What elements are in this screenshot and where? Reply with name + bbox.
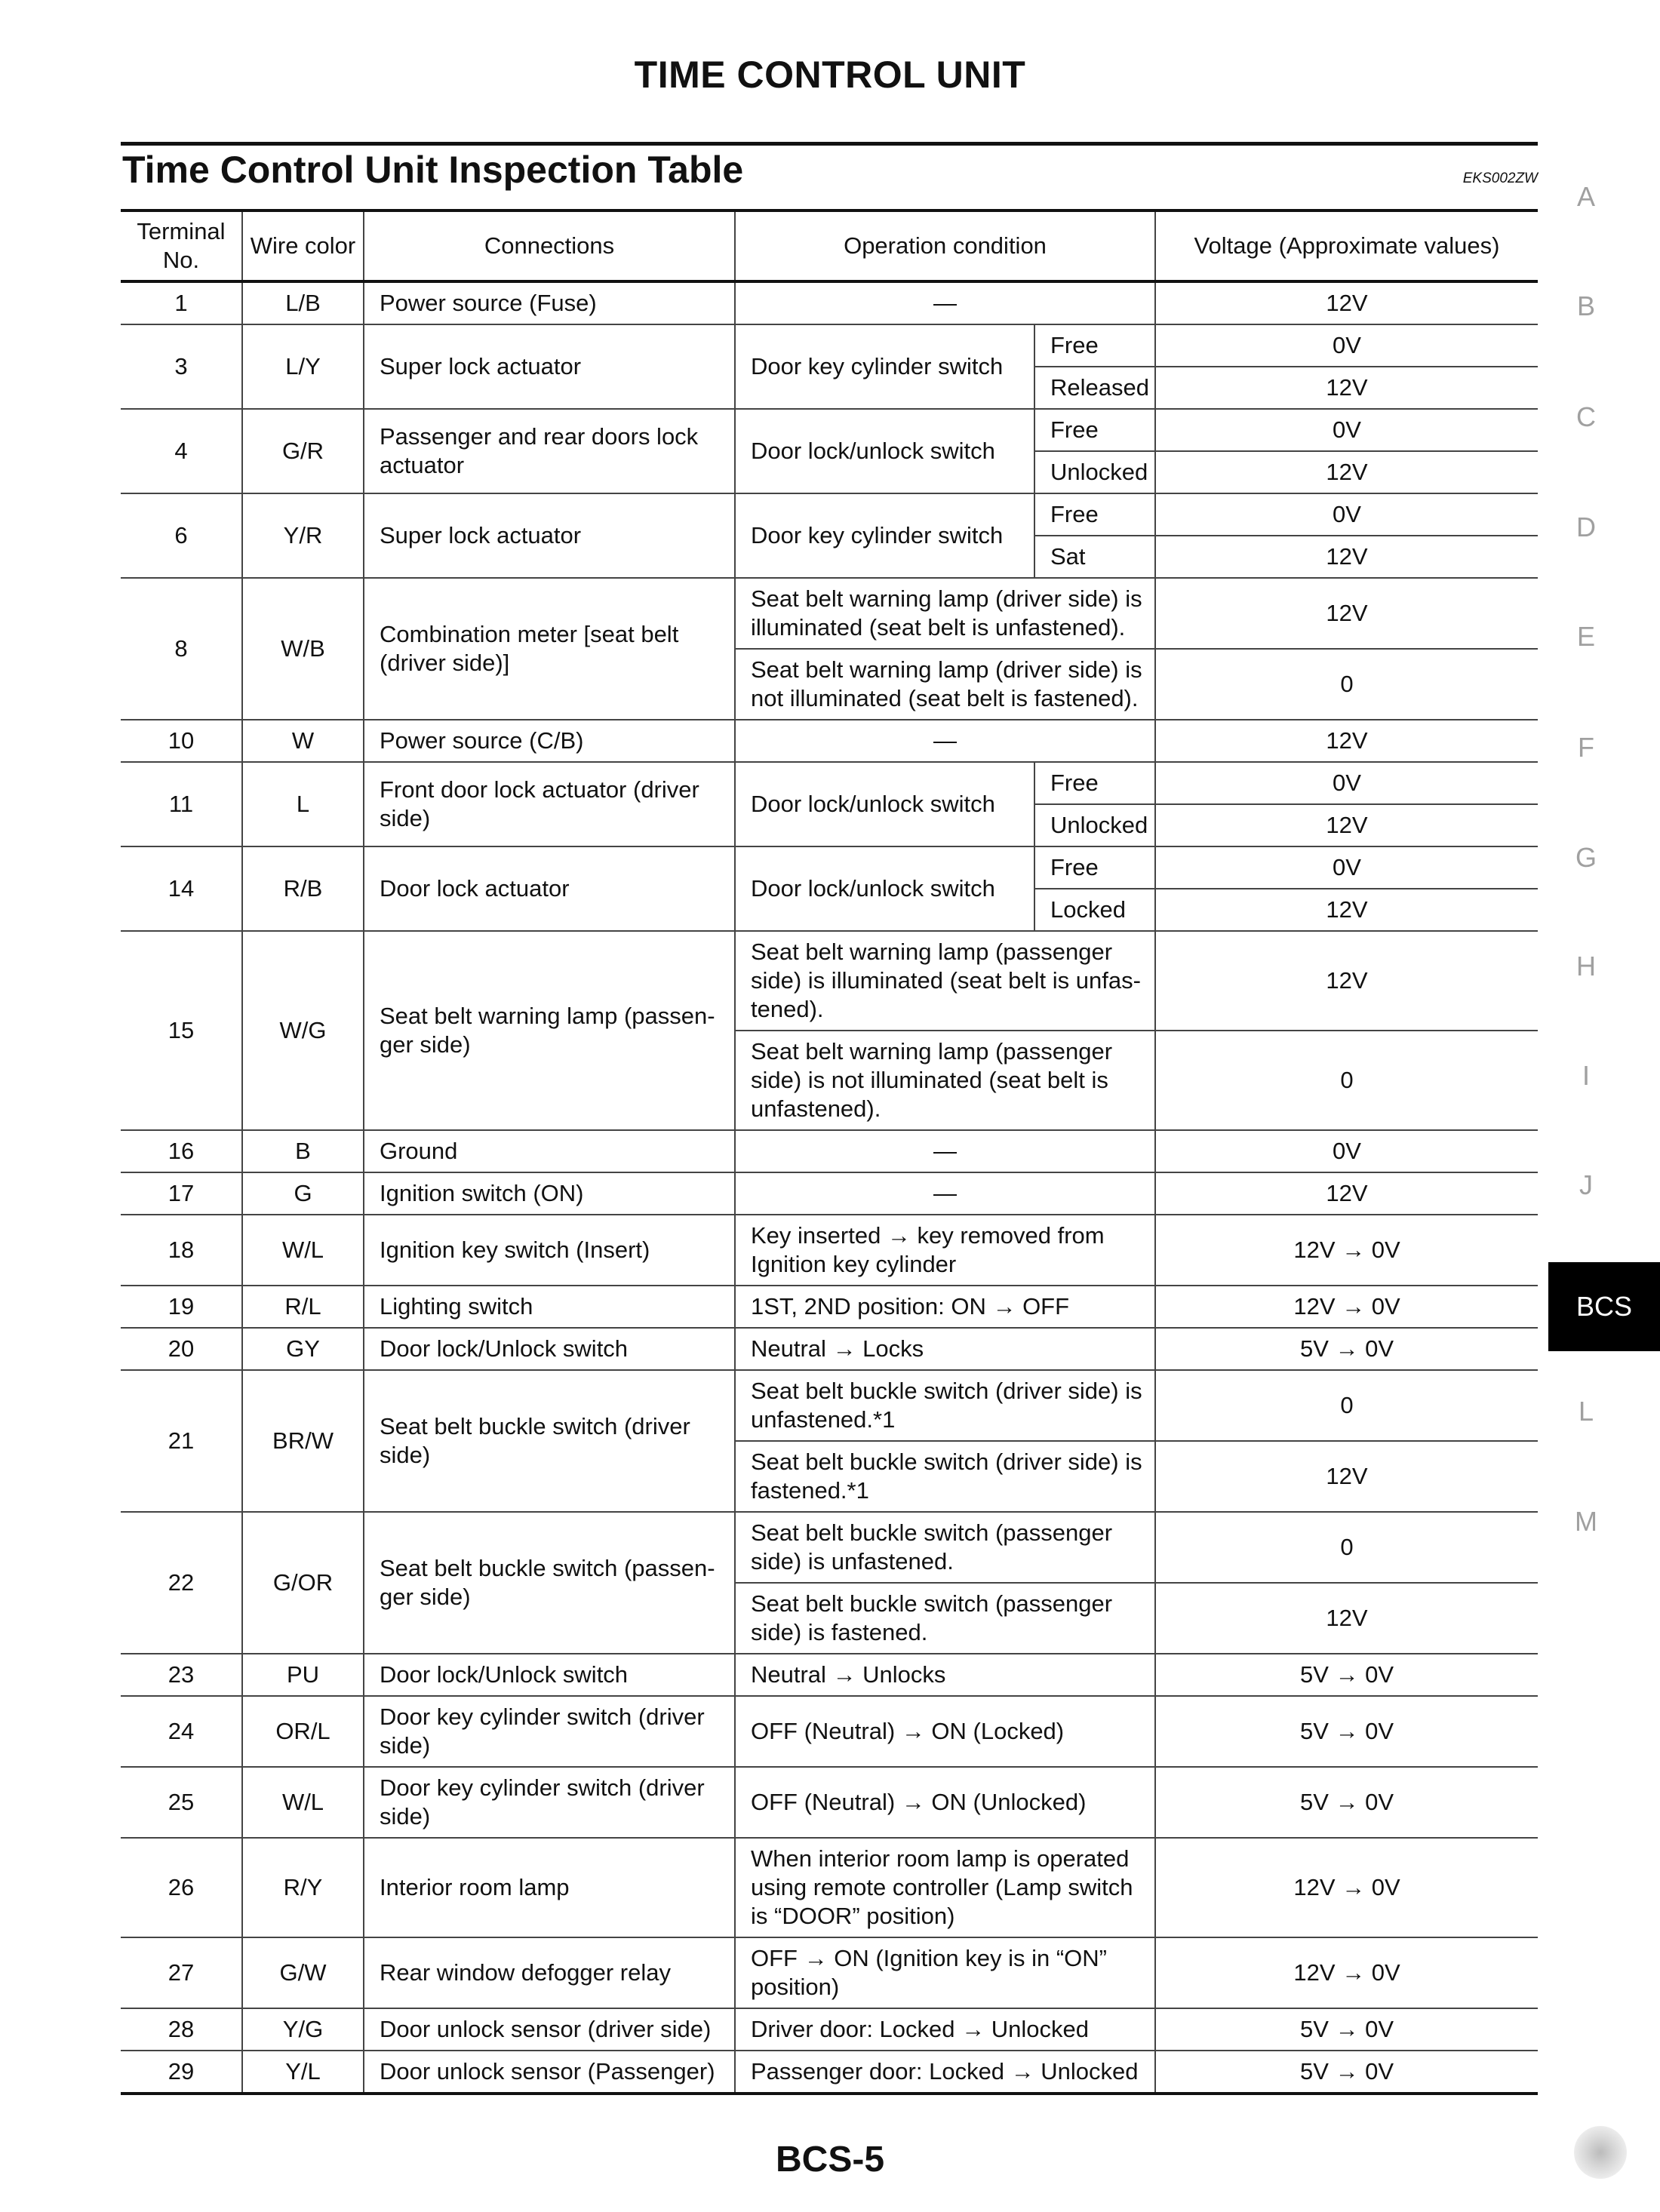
- side-tab-j[interactable]: J: [1579, 1169, 1593, 1200]
- section-rule: [121, 142, 1538, 146]
- wire-color-cell: PU: [242, 1654, 364, 1696]
- operation-condition-cell: Seat belt warning lamp (passenger side) is not illuminated (seat belt is unfastened).: [735, 1031, 1155, 1130]
- voltage-cell: 0V: [1155, 324, 1538, 367]
- voltage-cell: 5V → 0V: [1155, 1767, 1538, 1838]
- operation-condition-cell: OFF (Neutral) → ON (Unlocked): [735, 1767, 1155, 1838]
- connection-cell: Super lock actuator: [364, 324, 735, 409]
- voltage-cell: 12V → 0V: [1155, 1937, 1538, 2008]
- document-code: EKS002ZW: [1462, 171, 1538, 186]
- side-tab-l[interactable]: L: [1578, 1396, 1594, 1427]
- connection-cell: Door unlock sensor (driver side): [364, 2008, 735, 2051]
- connection-cell: Rear window defogger relay: [364, 1937, 735, 2008]
- wire-color-cell: OR/L: [242, 1696, 364, 1767]
- operation-condition-cell: OFF → ON (Ignition key is in “ON” position): [735, 1937, 1155, 2008]
- voltage-cell: 12V: [1155, 578, 1538, 649]
- wire-color-cell: L/Y: [242, 324, 364, 409]
- terminal-no-cell: 27: [121, 1937, 242, 2008]
- terminal-no-cell: 19: [121, 1286, 242, 1328]
- table-row: [121, 281, 1538, 324]
- wire-color-cell: R/B: [242, 846, 364, 931]
- table-row: [121, 1328, 1538, 1370]
- operation-condition-cell: Key inserted → key removed from Ignition key cylinder: [735, 1215, 1155, 1286]
- side-tab-c[interactable]: C: [1576, 401, 1596, 432]
- switch-state-cell: Unlocked: [1034, 804, 1155, 846]
- table-row: [121, 1767, 1538, 1838]
- header-operation-condition: Operation condition: [735, 210, 1155, 281]
- voltage-cell: 5V → 0V: [1155, 2051, 1538, 2094]
- wire-color-cell: Y/L: [242, 2051, 364, 2094]
- voltage-cell: 0: [1155, 649, 1538, 720]
- operation-condition-cell: Seat belt buckle switch (passenger side) is fastened.: [735, 1583, 1155, 1654]
- wire-color-cell: GY: [242, 1328, 364, 1370]
- terminal-no-cell: 25: [121, 1767, 242, 1838]
- switch-state-cell: Locked: [1034, 889, 1155, 931]
- operation-condition-cell: Seat belt buckle switch (driver side) is fastened.*1: [735, 1441, 1155, 1512]
- table-row: [121, 1286, 1538, 1328]
- switch-name-cell: Door key cylinder switch: [735, 324, 1034, 409]
- table-row: [121, 1370, 1538, 1441]
- wire-color-cell: W/G: [242, 931, 364, 1130]
- wire-color-cell: B: [242, 1130, 364, 1172]
- connection-cell: Seat belt buckle switch (driver side): [364, 1370, 735, 1512]
- connection-cell: Seat belt buckle switch (passen-ger side): [364, 1512, 735, 1654]
- voltage-cell: 12V: [1155, 889, 1538, 931]
- voltage-cell: 5V → 0V: [1155, 1696, 1538, 1767]
- voltage-cell: 12V: [1155, 367, 1538, 409]
- connection-cell: Combination meter [seat belt (driver side)]: [364, 578, 735, 720]
- wire-color-cell: W/L: [242, 1215, 364, 1286]
- connection-cell: Ignition key switch (Insert): [364, 1215, 735, 1286]
- voltage-cell: 0V: [1155, 493, 1538, 536]
- terminal-no-cell: 22: [121, 1512, 242, 1654]
- table-row: [121, 762, 1538, 804]
- voltage-cell: 12V: [1155, 1172, 1538, 1215]
- wire-color-cell: L/B: [242, 281, 364, 324]
- terminal-no-cell: 23: [121, 1654, 242, 1696]
- wire-color-cell: R/L: [242, 1286, 364, 1328]
- switch-state-cell: Free: [1034, 846, 1155, 889]
- terminal-no-cell: 29: [121, 2051, 242, 2094]
- connection-cell: Door key cylinder switch (driver side): [364, 1767, 735, 1838]
- wire-color-cell: W: [242, 720, 364, 762]
- table-row: [121, 409, 1538, 451]
- switch-name-cell: Door lock/unlock switch: [735, 409, 1034, 493]
- voltage-cell: 12V: [1155, 720, 1538, 762]
- side-tab-active-bcs[interactable]: BCS: [1548, 1262, 1660, 1351]
- connection-cell: Seat belt warning lamp (passen-ger side): [364, 931, 735, 1130]
- operation-condition-cell: —: [735, 1172, 1155, 1215]
- switch-name-cell: Door key cylinder switch: [735, 493, 1034, 578]
- wire-color-cell: G/W: [242, 1937, 364, 2008]
- switch-state-cell: Unlocked: [1034, 451, 1155, 493]
- terminal-no-cell: 17: [121, 1172, 242, 1215]
- voltage-cell: 12V → 0V: [1155, 1286, 1538, 1328]
- terminal-no-cell: 26: [121, 1838, 242, 1937]
- section-title: Time Control Unit Inspection Table: [122, 149, 744, 191]
- table-row: [121, 2051, 1538, 2094]
- voltage-cell: 5V → 0V: [1155, 1328, 1538, 1370]
- switch-state-cell: Free: [1034, 493, 1155, 536]
- header-voltage: Voltage (Approximate values): [1155, 210, 1538, 281]
- table-row: [121, 1512, 1538, 1583]
- side-tab-a[interactable]: A: [1576, 181, 1595, 212]
- operation-condition-cell: Driver door: Locked → Unlocked: [735, 2008, 1155, 2051]
- operation-condition-cell: Seat belt warning lamp (passenger side) is illuminated (seat belt is unfas-tened).: [735, 931, 1155, 1031]
- operation-condition-cell: Seat belt warning lamp (driver side) is illuminated (seat belt is unfastened).: [735, 578, 1155, 649]
- header-terminal-no: Terminal No.: [121, 210, 242, 281]
- terminal-no-cell: 14: [121, 846, 242, 931]
- side-tab-b[interactable]: B: [1576, 290, 1595, 321]
- operation-condition-cell: 1ST, 2ND position: ON → OFF: [735, 1286, 1155, 1328]
- connection-cell: Door key cylinder switch (driver side): [364, 1696, 735, 1767]
- terminal-no-cell: 11: [121, 762, 242, 846]
- operation-condition-cell: Seat belt warning lamp (driver side) is not illuminated (seat belt is fastened).: [735, 649, 1155, 720]
- terminal-no-cell: 4: [121, 409, 242, 493]
- table-row: [121, 324, 1538, 367]
- voltage-cell: 12V: [1155, 1583, 1538, 1654]
- table-body: [121, 281, 1538, 2094]
- terminal-no-cell: 21: [121, 1370, 242, 1512]
- side-tab-h[interactable]: H: [1576, 951, 1596, 982]
- terminal-no-cell: 16: [121, 1130, 242, 1172]
- wire-color-cell: G: [242, 1172, 364, 1215]
- connection-cell: Ignition switch (ON): [364, 1172, 735, 1215]
- voltage-cell: 12V → 0V: [1155, 1215, 1538, 1286]
- voltage-cell: 0: [1155, 1031, 1538, 1130]
- table-row: [121, 1696, 1538, 1767]
- switch-name-cell: Door lock/unlock switch: [735, 762, 1034, 846]
- side-tab-d[interactable]: D: [1576, 512, 1596, 542]
- voltage-cell: 0V: [1155, 1130, 1538, 1172]
- connection-cell: Power source (Fuse): [364, 281, 735, 324]
- connection-cell: Lighting switch: [364, 1286, 735, 1328]
- wire-color-cell: W/B: [242, 578, 364, 720]
- table-row: [121, 1838, 1538, 1937]
- switch-state-cell: Free: [1034, 409, 1155, 451]
- terminal-no-cell: 24: [121, 1696, 242, 1767]
- terminal-no-cell: 1: [121, 281, 242, 324]
- terminal-no-cell: 18: [121, 1215, 242, 1286]
- table-row: [121, 931, 1538, 1031]
- connection-cell: Super lock actuator: [364, 493, 735, 578]
- voltage-cell: 5V → 0V: [1155, 2008, 1538, 2051]
- connection-cell: Ground: [364, 1130, 735, 1172]
- connection-cell: Door lock/Unlock switch: [364, 1654, 735, 1696]
- terminal-no-cell: 6: [121, 493, 242, 578]
- voltage-cell: 0V: [1155, 409, 1538, 451]
- connection-cell: Door unlock sensor (Passenger): [364, 2051, 735, 2094]
- wire-color-cell: W/L: [242, 1767, 364, 1838]
- side-tab-e[interactable]: E: [1576, 621, 1595, 652]
- operation-condition-cell: Seat belt buckle switch (passenger side) is unfastened.: [735, 1512, 1155, 1583]
- voltage-cell: 12V: [1155, 536, 1538, 578]
- switch-state-cell: Free: [1034, 324, 1155, 367]
- side-tab-g[interactable]: G: [1575, 842, 1597, 873]
- operation-condition-cell: —: [735, 720, 1155, 762]
- connection-cell: Passenger and rear doors lock actuator: [364, 409, 735, 493]
- wire-color-cell: BR/W: [242, 1370, 364, 1512]
- voltage-cell: 12V: [1155, 931, 1538, 1031]
- switch-state-cell: Sat: [1034, 536, 1155, 578]
- operation-condition-cell: Passenger door: Locked → Unlocked: [735, 2051, 1155, 2094]
- voltage-cell: 12V: [1155, 451, 1538, 493]
- connection-cell: Front door lock actuator (driver side): [364, 762, 735, 846]
- operation-condition-cell: When interior room lamp is operated using remote controller (Lamp switch is “DOOR” position): [735, 1838, 1155, 1937]
- table-header-row: [121, 210, 1538, 281]
- operation-condition-cell: —: [735, 1130, 1155, 1172]
- wire-color-cell: L: [242, 762, 364, 846]
- terminal-no-cell: 8: [121, 578, 242, 720]
- switch-name-cell: Door lock/unlock switch: [735, 846, 1034, 931]
- wire-color-cell: G/OR: [242, 1512, 364, 1654]
- operation-condition-cell: Neutral → Unlocks: [735, 1654, 1155, 1696]
- table-row: [121, 1172, 1538, 1215]
- terminal-no-cell: 20: [121, 1328, 242, 1370]
- operation-condition-cell: OFF (Neutral) → ON (Locked): [735, 1696, 1155, 1767]
- table-row: [121, 846, 1538, 889]
- corner-watermark: [1574, 2126, 1627, 2179]
- wire-color-cell: G/R: [242, 409, 364, 493]
- wire-color-cell: Y/R: [242, 493, 364, 578]
- table-row: [121, 578, 1538, 649]
- terminal-no-cell: 28: [121, 2008, 242, 2051]
- table-row: [121, 1215, 1538, 1286]
- table-row: [121, 720, 1538, 762]
- connection-cell: Door lock actuator: [364, 846, 735, 931]
- voltage-cell: 12V → 0V: [1155, 1838, 1538, 1937]
- table-row: [121, 1130, 1538, 1172]
- voltage-cell: 12V: [1155, 1441, 1538, 1512]
- switch-state-cell: Released: [1034, 367, 1155, 409]
- table-row: [121, 2008, 1538, 2051]
- table-row: [121, 1654, 1538, 1696]
- operation-condition-cell: —: [735, 281, 1155, 324]
- header-wire-color: Wire color: [242, 210, 364, 281]
- voltage-cell: 5V → 0V: [1155, 1654, 1538, 1696]
- operation-condition-cell: Seat belt buckle switch (driver side) is unfastened.*1: [735, 1370, 1155, 1441]
- terminal-no-cell: 15: [121, 931, 242, 1130]
- wire-color-cell: R/Y: [242, 1838, 364, 1937]
- connection-cell: Power source (C/B): [364, 720, 735, 762]
- switch-state-cell: Free: [1034, 762, 1155, 804]
- wire-color-cell: Y/G: [242, 2008, 364, 2051]
- voltage-cell: 0: [1155, 1512, 1538, 1583]
- operation-condition-cell: Neutral → Locks: [735, 1328, 1155, 1370]
- connection-cell: Door lock/Unlock switch: [364, 1328, 735, 1370]
- table-row: [121, 493, 1538, 536]
- side-tab-i[interactable]: I: [1582, 1060, 1590, 1091]
- voltage-cell: 0V: [1155, 846, 1538, 889]
- side-tab-m[interactable]: M: [1575, 1506, 1597, 1537]
- inspection-table: [121, 209, 1538, 2095]
- table-row: [121, 1937, 1538, 2008]
- side-tab-f[interactable]: F: [1578, 732, 1594, 763]
- connection-cell: Interior room lamp: [364, 1838, 735, 1937]
- terminal-no-cell: 3: [121, 324, 242, 409]
- page-header: TIME CONTROL UNIT: [634, 54, 1026, 96]
- page-footer: BCS-5: [775, 2140, 885, 2180]
- header-connections: Connections: [364, 210, 735, 281]
- voltage-cell: 0V: [1155, 762, 1538, 804]
- voltage-cell: 12V: [1155, 804, 1538, 846]
- terminal-no-cell: 10: [121, 720, 242, 762]
- voltage-cell: 0: [1155, 1370, 1538, 1441]
- voltage-cell: 12V: [1155, 281, 1538, 324]
